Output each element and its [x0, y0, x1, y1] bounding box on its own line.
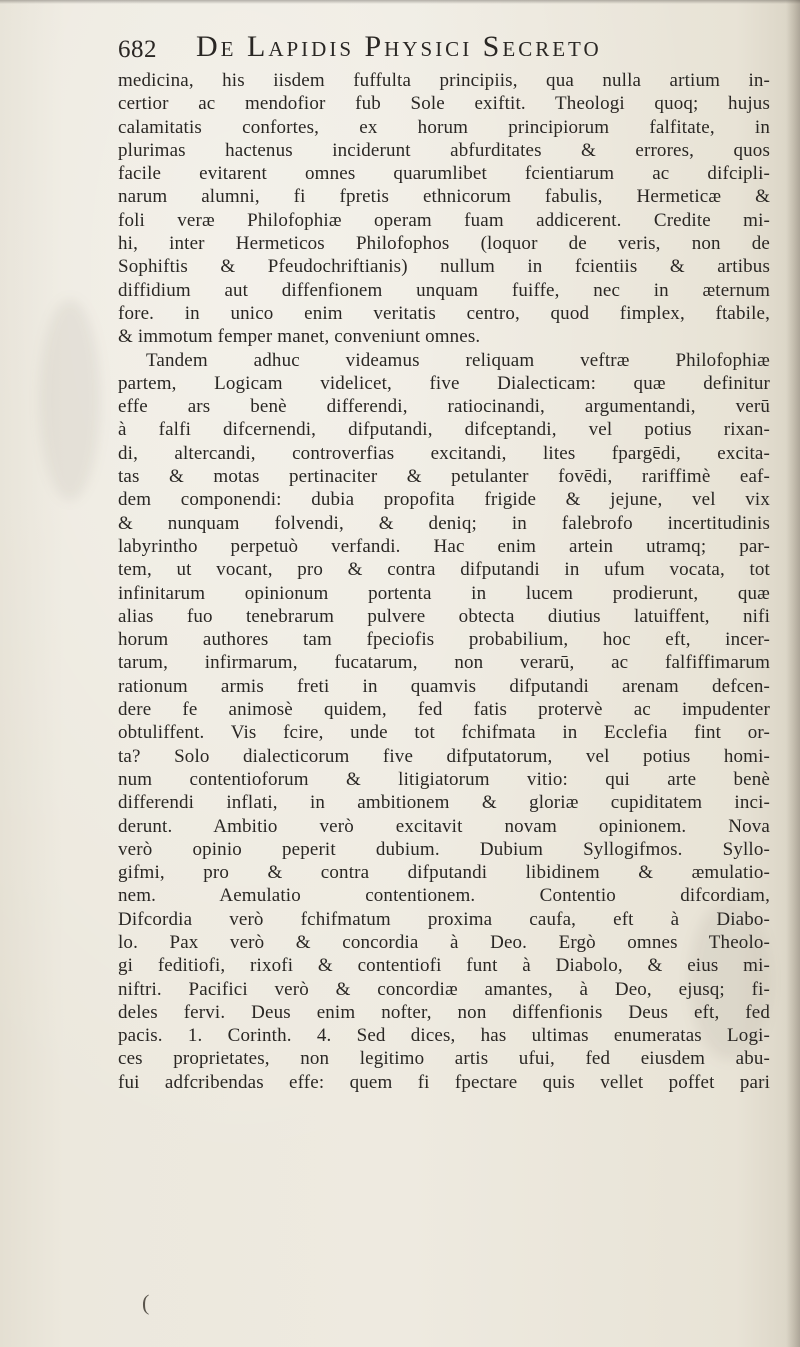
body-text — [118, 69, 770, 1094]
text-line: differendi inflati, in ambitionem & gloriæ cupiditatem inci- — [118, 792, 770, 814]
page-number: 682 — [118, 36, 157, 63]
text-line: foli veræ Philofophiæ operam fuam addicerent. Credite mi- — [118, 209, 770, 231]
text-line: labyrintho perpetuò verfandi. Hac enim artein utramq; par- — [118, 535, 770, 557]
text-line: gi feditiofi, rixofi & contentiofi funt à Diabolo, & eius mi- — [118, 955, 770, 977]
text-line: verò opinio peperit dubium. Dubium Syllogifmos. Syllo- — [118, 838, 770, 860]
running-head: De Lapidis Physici Secreto — [196, 30, 602, 63]
paper-stain — [40, 300, 100, 500]
text-line: medicina, his iisdem fuffulta principiis, qua nulla artium in- — [118, 70, 770, 91]
text-line: tem, ut vocant, pro & contra difputandi in ufum vocata, tot — [118, 559, 770, 581]
text-line: num contentioforum & litigiatorum vitio: qui arte benè — [118, 768, 770, 790]
text-line: plurimas hactenus inciderunt abfurditates & errores, quos — [118, 139, 770, 161]
text-line: obtuliffent. Vis fcire, unde tot fchifmata in Ecclefia fint or- — [118, 722, 770, 744]
text-line: nem. Aemulatio contentionem. Contentio difcordiam, — [118, 885, 770, 907]
text-line: fore. in unico enim veritatis centro, quod fimplex, ftabile, — [118, 302, 770, 324]
text-line: dere fe animosè quidem, fed fatis protervè ac impudenter — [118, 699, 770, 721]
text-line: certior ac mendofior fub Sole exiftit. Theologi quoq; hujus — [118, 93, 770, 115]
text-line: fui adfcribendas effe: quem fi fpectare quis vellet poffet pari — [118, 1071, 770, 1093]
page-gutter-shadow — [786, 0, 800, 1347]
text-line: pacis. 1. Corinth. 4. Sed dices, has ultimas enumeratas Logi- — [118, 1025, 770, 1047]
text-line: facile evitarent omnes quarumlibet fcientiarum ac difcipli- — [118, 163, 770, 185]
text-line: rationum armis freti in quamvis difputandi arenam defcen- — [118, 675, 770, 697]
text-line: hi, inter Hermeticos Philofophos (loquor de veris, non de — [118, 233, 770, 255]
text-line: Sophiftis & Pfeudochriftianis) nullum in fcientiis & artibus — [118, 256, 770, 278]
text-line: effe ars benè differendi, ratiocinandi, argumentandi, verū — [118, 396, 770, 418]
text-line: infinitarum opinionum portenta in lucem prodierunt, quæ — [118, 582, 770, 604]
text-line: tarum, infirmarum, fucatarum, non verarū, ac falfiffimarum — [118, 652, 770, 674]
text-line: ces proprietates, non legitimo artis ufui, fed eiusdem abu- — [118, 1048, 770, 1070]
page-header — [118, 30, 768, 70]
margin-pen-mark: ( — [142, 1290, 150, 1315]
text-line: narum alumni, fi fpretis ethnicorum fabulis, Hermeticæ & — [118, 186, 770, 208]
text-line: tas & motas pertinaciter & petulanter fovēdi, rariffimè eaf- — [118, 466, 770, 488]
text-line: & immotum femper manet, conveniunt omnes. — [118, 326, 481, 348]
text-line: horum authores tam fpeciofis probabilium, hoc eft, incer- — [118, 629, 770, 651]
text-line: lo. Pax verò & concordia à Deo. Ergò omnes Theolo- — [118, 931, 770, 953]
text-line: derunt. Ambitio verò excitavit novam opinionem. Nova — [118, 815, 770, 837]
text-line: deles fervi. Deus enim nofter, non diffenfionis Deus eft, fed — [118, 1001, 770, 1023]
text-line: à falfi difcernendi, difputandi, difceptandi, vel potius rixan- — [118, 419, 770, 441]
page-top-shadow — [0, 0, 800, 4]
text-line: niftri. Pacifici verò & concordiæ amantes, à Deo, ejusq; fi- — [118, 978, 770, 1000]
text-line: alias fuo tenebrarum pulvere obtecta diutius latuiffent, nifi — [118, 605, 770, 627]
text-line: Tandem adhuc videamus reliquam veftræ Philofophiæ — [146, 349, 770, 371]
text-line: partem, Logicam videlicet, five Dialecticam: quæ definitur — [118, 372, 770, 394]
text-line: gifmi, pro & contra difputandi libidinem & æmulatio- — [118, 862, 770, 884]
text-line: & nunquam folvendi, & deniq; in falebrofo incertitudinis — [118, 512, 770, 534]
text-line: ta? Solo dialecticorum five difputatorum, vel potius homi- — [118, 745, 770, 767]
text-line: Difcordia verò fchifmatum proxima caufa, eft à Diabo- — [118, 908, 770, 930]
text-line: dem componendi: dubia propofita frigide & jejune, vel vix — [118, 489, 770, 511]
text-line: diffidium aut diffenfionem unquam fuiffe, nec in æternum — [118, 279, 770, 301]
text-line: di, altercandi, controverfias excitandi, lites fpargēdi, excita- — [118, 442, 770, 464]
text-line: calamitatis confortes, ex horum principiorum falfitate, in — [118, 116, 770, 138]
